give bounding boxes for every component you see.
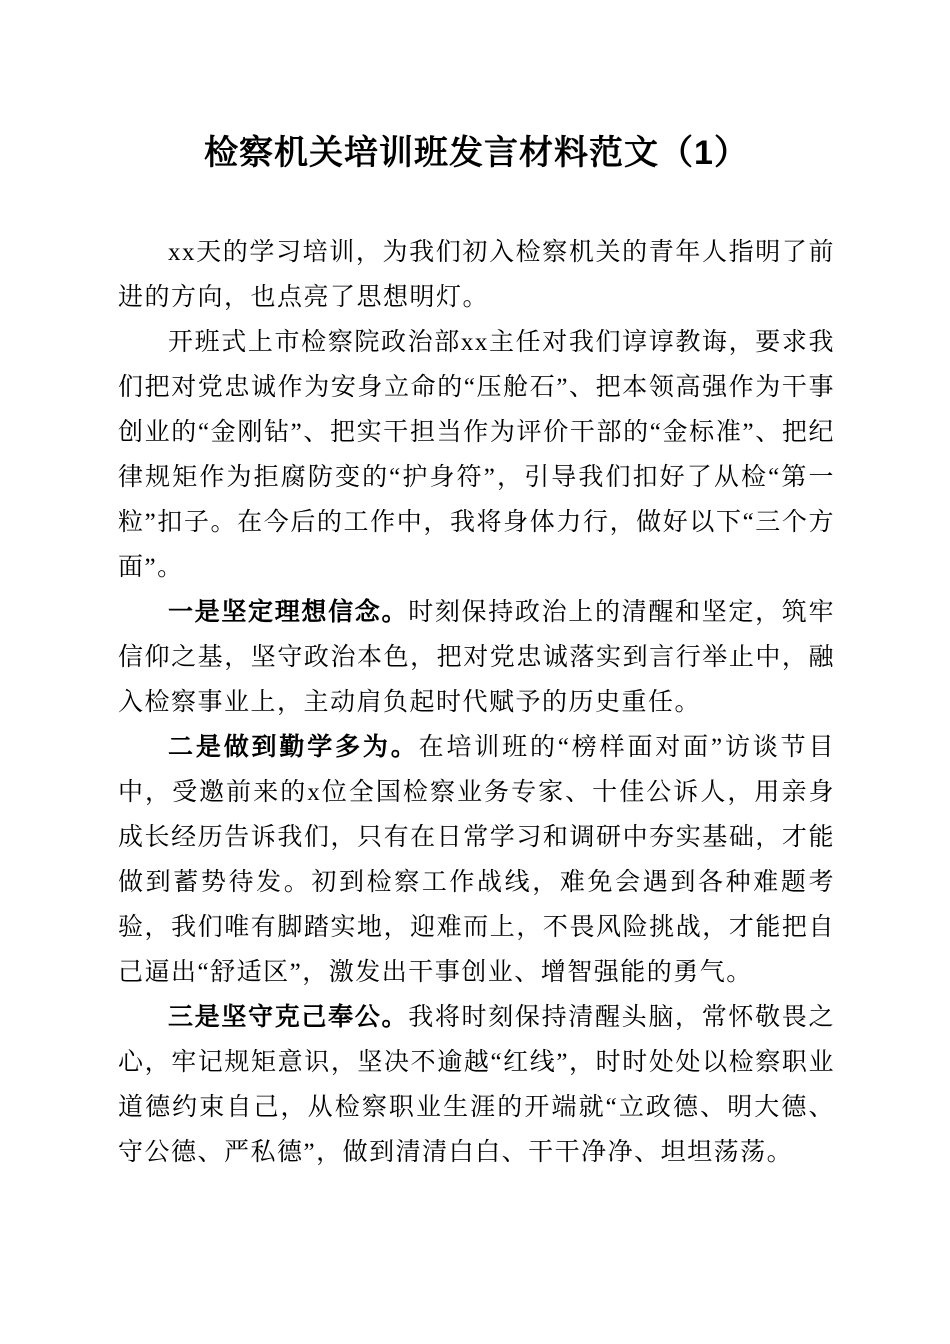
paragraph-point-two — [118, 725, 835, 995]
paragraph-text: 我将时刻保持清醒头脑，常怀敬畏之心，牢记规矩意识，坚决不逾越“红线”，时时处处以检察职业道德约束自己，从检察职业生涯的开端就“立政德、明大德、守公德、严私德”，做到清清白白、干干净净、坦坦荡荡。 — [118, 1004, 835, 1166]
paragraph-opening-ceremony — [118, 320, 835, 590]
paragraph-text: 开班式上市检察院政治部xx主任对我们谆谆教诲，要求我们把对党忠诚作为安身立命的“压舱石”、把本领高强作为干事创业的“金刚钻”、把实干担当作为评价干部的“金标准”、把纪律规矩作为拒腐防变的“护身符”，引导我们扣好了从检“第一粒”扣子。在今后的工作中，我将身体力行，做好以下“三个方面”。 — [118, 329, 835, 581]
paragraph-lead: 一是坚定理想信念。 — [168, 599, 409, 626]
paragraph-point-one — [118, 590, 835, 725]
document-body — [118, 230, 835, 1175]
document-title: 检察机关培训班发言材料范文（1） — [204, 134, 749, 172]
paragraph-intro — [118, 230, 835, 320]
paragraph-lead: 二是做到勤学多为。 — [168, 734, 419, 761]
paragraph-text: 在培训班的“榜样面对面”访谈节目中，受邀前来的x位全国检察业务专家、十佳公诉人，用亲身成长经历告诉我们，只有在日常学习和调研中夯实基础，才能做到蓄势待发。初到检察工作战线，难免会遇到各种难题考验，我们唯有脚踏实地，迎难而上，不畏风险挑战，才能把自己逼出“舒适区”，激发出干事创业、增智强能的勇气。 — [118, 734, 835, 986]
paragraph-lead: 三是坚守克己奉公。 — [168, 1004, 409, 1031]
paragraph-text: xx天的学习培训，为我们初入检察机关的青年人指明了前进的方向，也点亮了思想明灯。 — [118, 239, 835, 311]
paragraph-text: 时刻保持政治上的清醒和坚定，筑牢信仰之基，坚守政治本色，把对党忠诚落实到言行举止中，融入检察事业上，主动肩负起时代赋予的历史重任。 — [118, 599, 835, 716]
paragraph-point-three — [118, 995, 835, 1175]
